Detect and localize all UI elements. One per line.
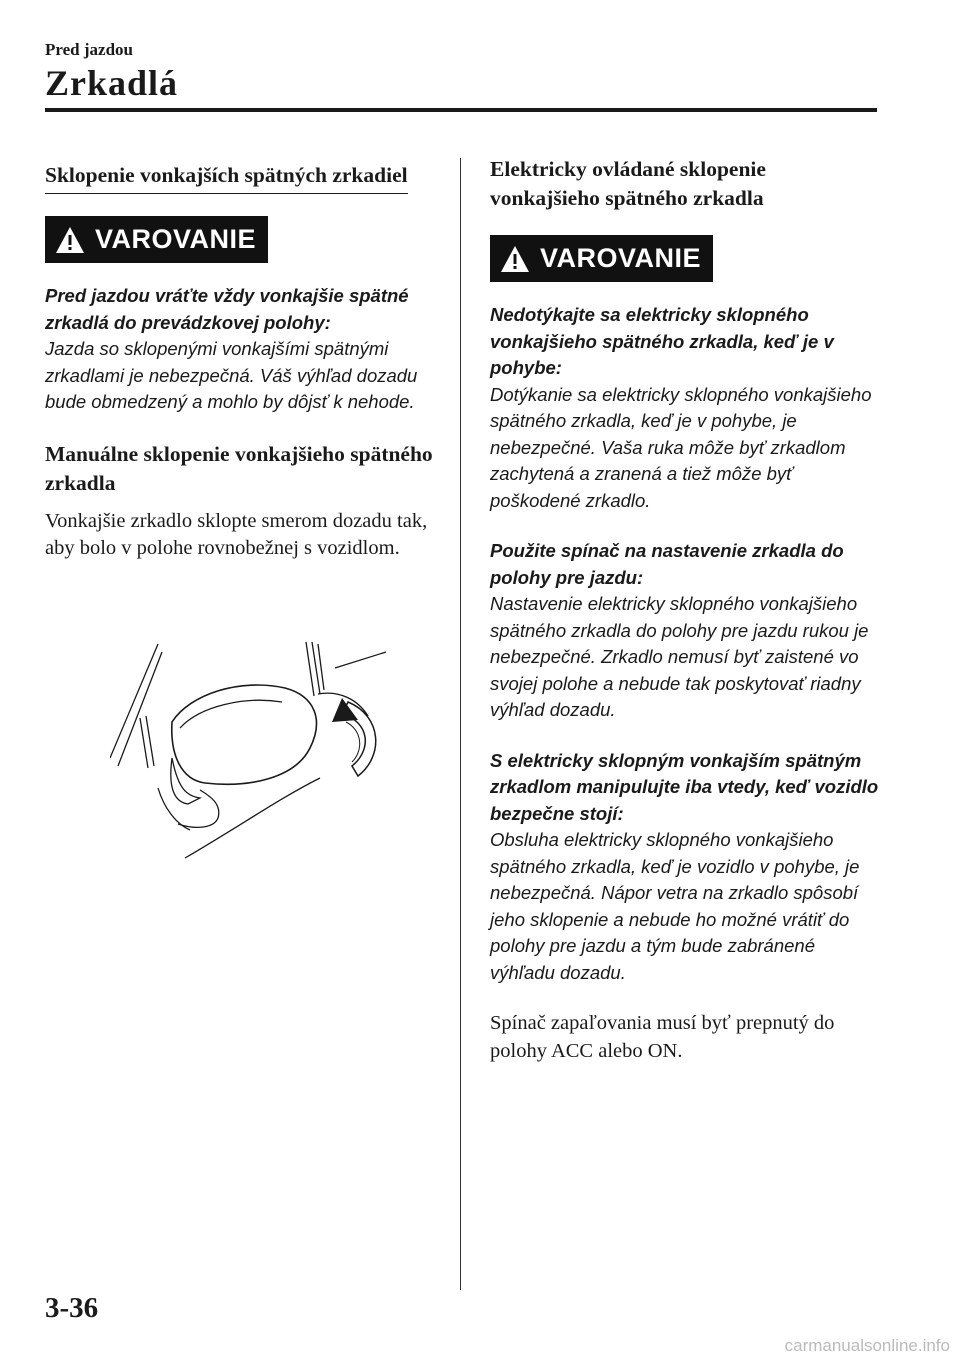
- mirror-folding-illustration: [110, 638, 410, 866]
- warning-text: Nastavenie elektricky sklopného vonkajšieho spätného zrkadla do polohy pre jazdu rukou je nebezpečné. Zrkadlo nemusí byť zaistené vo svojej polohe a nebude tak poskytovať riadny výhľad dozadu.: [490, 593, 869, 720]
- warning-bold-text: Nedotýkajte sa elektricky sklopného vonkajšieho spätného zrkadla, keď je v pohybe:: [490, 304, 834, 378]
- left-column: [45, 155, 435, 563]
- warning-badge: [490, 235, 713, 282]
- page-title: Zrkadlá: [45, 63, 179, 103]
- warning-label: VAROVANIE: [95, 224, 257, 254]
- body-text-manual: Vonkajšie zrkadlo sklopte smerom dozadu tak, aby bolo v polohe rovnobežnej s vozidlom.: [45, 509, 428, 559]
- warning-bold-text: Použite spínač na nastavenie zrkadla do polohy pre jazdu:: [490, 540, 844, 588]
- header-rule: [45, 108, 877, 112]
- warning-label: VAROVANIE: [540, 243, 702, 273]
- warning-text: Jazda so sklopenými vonkajšími spätnými zrkadlami je nebezpečná. Váš výhľad dozadu bude obmedzený a mohlo by dôjsť k nehode.: [45, 338, 418, 412]
- warning-badge: [45, 216, 268, 263]
- section-heading-electric-folding: Elektricky ovládané sklopenie vonkajšieho spätného zrkadla: [490, 157, 766, 210]
- page-number: 3-36: [45, 1292, 99, 1324]
- section-label: Pred jazdou: [45, 40, 133, 59]
- warning-bold-text: Pred jazdou vráťte vždy vonkajšie spätné zrkadlá do prevádzkovej polohy:: [45, 285, 409, 333]
- watermark: carmanualsonline.info: [784, 1336, 950, 1355]
- section-heading-folding: Sklopenie vonkajších spätných zrkadiel: [45, 163, 408, 194]
- body-text-ignition: Spínač zapaľovania musí byť prepnutý do polohy ACC alebo ON.: [490, 1012, 835, 1062]
- right-column: [490, 155, 880, 1065]
- warning-triangle-icon: [55, 226, 85, 254]
- subheading-manual-folding: Manuálne sklopenie vonkajšieho spätného zrkadla: [45, 441, 433, 495]
- warning-text: Obsluha elektricky sklopného vonkajšieho spätného zrkadla, keď je vozidlo v pohybe, je nebezpečná. Nápor vetra na zrkadlo spôsobí jeho sklopenie a nebude ho možné vrátiť do polohy pre jazdu a tým bude zabránené výhľadu dozadu.: [490, 829, 860, 983]
- warning-bold-text: S elektricky sklopným vonkajším spätným zrkadlom manipulujte iba vtedy, keď vozidlo bezpečne stojí:: [490, 749, 879, 824]
- column-divider: [460, 158, 461, 1290]
- warning-triangle-icon: [500, 245, 530, 273]
- warning-text: Dotýkanie sa elektricky sklopného vonkajšieho spätného zrkadla, keď je v pohybe, je nebezpečné. Vaša ruka môže byť zrkadlom zachytená a zranená a tiež môže byť poškodené zrkadlo.: [490, 383, 872, 511]
